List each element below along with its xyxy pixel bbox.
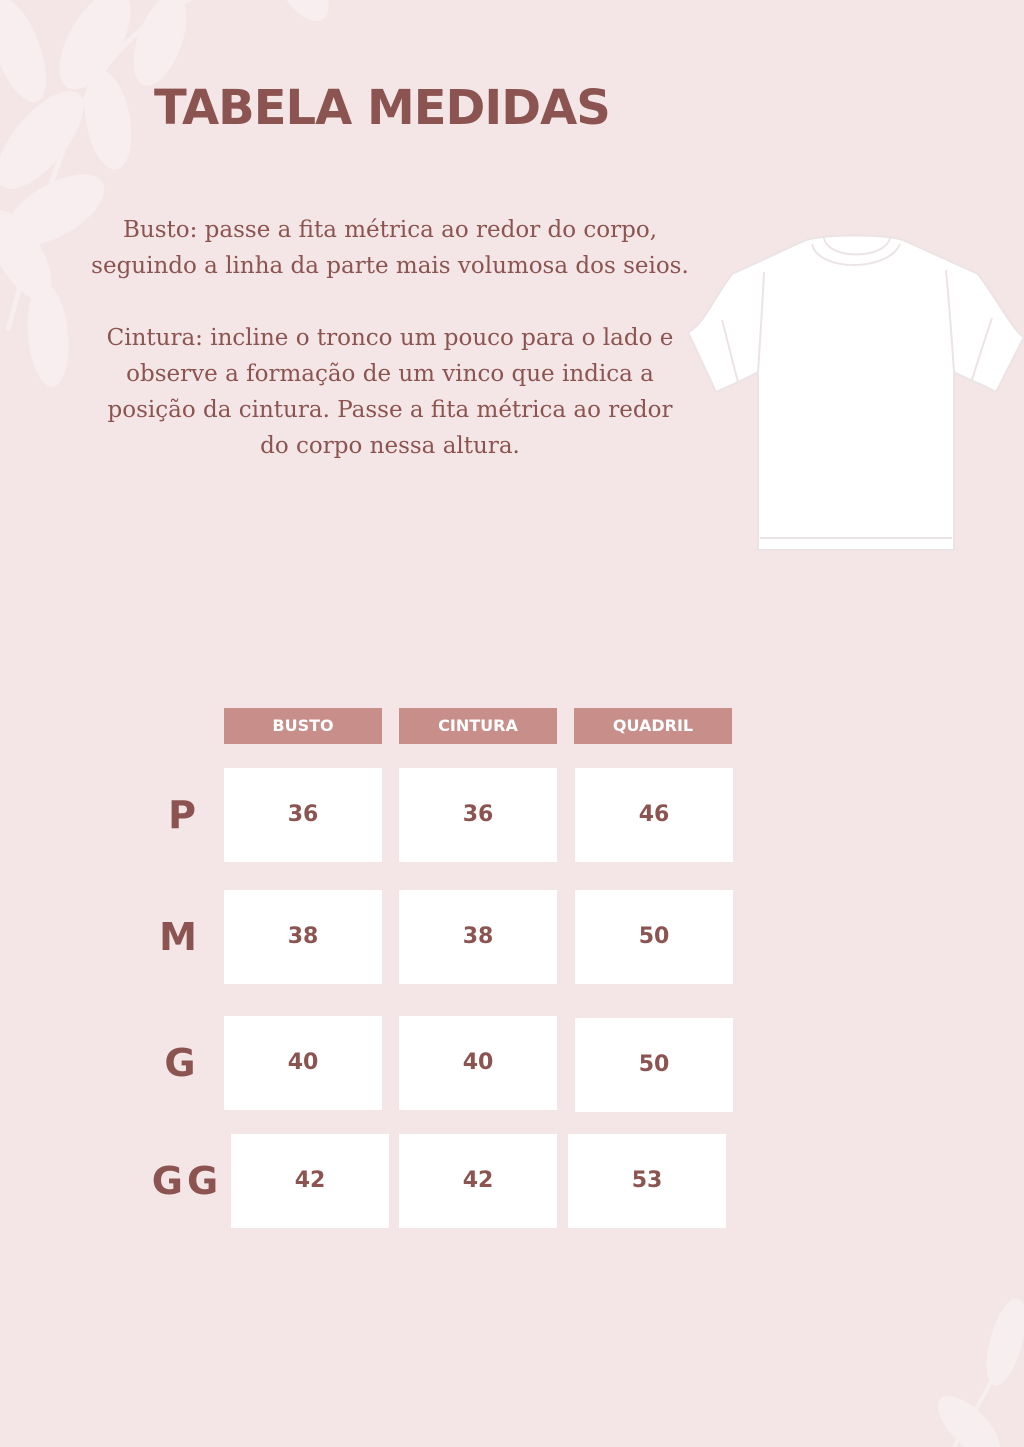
column-header-quadril: QUADRIL	[574, 708, 732, 744]
cell-m-cintura: 38	[399, 890, 557, 984]
page-title: TABELA MEDIDAS	[154, 80, 610, 136]
size-label-m: M	[159, 915, 197, 959]
tshirt-icon	[688, 232, 1024, 558]
size-label-g: G	[164, 1041, 196, 1085]
cell-g-cintura: 40	[399, 1016, 557, 1110]
cell-m-busto: 38	[224, 890, 382, 984]
waist-instruction: Cintura: incline o tronco um pouco para o lado e observe a formação de um vinco que indica a posição da cintura. Passe a fita métrica ao redor do corpo nessa altura.	[106, 325, 674, 459]
leaf-decoration-corner-icon	[914, 1287, 1024, 1447]
instructions-block	[90, 212, 690, 500]
bust-instruction: Busto: passe a fita métrica ao redor do corpo, seguindo a linha da parte mais volumosa dos seios.	[91, 217, 689, 279]
column-header-busto: BUSTO	[224, 708, 382, 744]
cell-g-busto: 40	[224, 1016, 382, 1110]
cell-p-cintura: 36	[399, 768, 557, 862]
cell-gg-quadril: 53	[568, 1134, 726, 1228]
column-header-cintura: CINTURA	[399, 708, 557, 744]
cell-p-busto: 36	[224, 768, 382, 862]
cell-p-quadril: 46	[575, 768, 733, 862]
cell-gg-cintura: 42	[399, 1134, 557, 1228]
cell-m-quadril: 50	[575, 890, 733, 984]
cell-gg-busto: 42	[231, 1134, 389, 1228]
size-label-p: P	[168, 793, 196, 837]
size-label-gg: GG	[151, 1159, 223, 1203]
cell-g-quadril: 50	[575, 1018, 733, 1112]
